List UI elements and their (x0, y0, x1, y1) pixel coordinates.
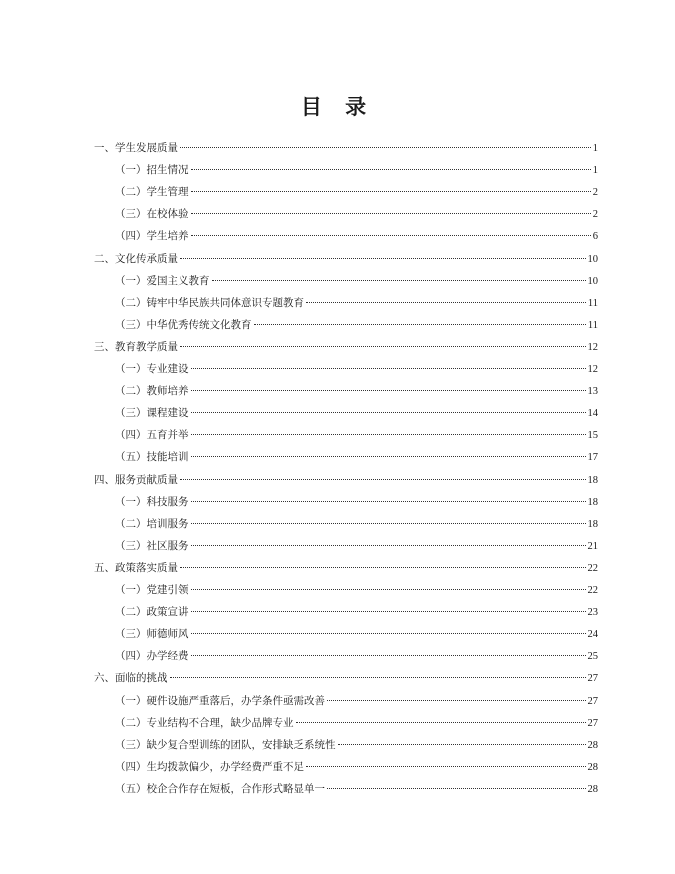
toc-entry-page-number: 10 (587, 253, 598, 265)
toc-entry[interactable] (115, 648, 598, 664)
dot-leader (180, 258, 586, 259)
toc-entry-page-number: 13 (587, 386, 598, 398)
toc-entry-page-number: 18 (587, 496, 598, 508)
toc-entry[interactable] (115, 184, 598, 200)
toc-entry-label: （一）招生情况 (115, 164, 189, 177)
toc-entry-label: （三）师德师风 (115, 628, 189, 641)
toc-entry-page-number: 1 (592, 165, 598, 177)
toc-entry-label: （三）中华优秀传统文化教育 (115, 318, 252, 331)
toc-entry[interactable] (115, 228, 598, 244)
dot-leader (191, 213, 591, 214)
page-title: 目 录 (300, 95, 375, 119)
toc-entry-label: （二）铸牢中华民族共同体意识专题教育 (115, 296, 304, 309)
toc-entry[interactable] (115, 449, 598, 465)
toc-entry[interactable] (115, 383, 598, 399)
toc-entry-page-number: 18 (587, 474, 598, 486)
dot-leader (191, 501, 586, 502)
toc-entry-label: （一）科技服务 (115, 495, 189, 508)
toc-entry[interactable] (115, 582, 598, 598)
toc-entry[interactable] (115, 273, 598, 289)
toc-entry-page-number: 1 (592, 143, 598, 154)
toc-entry[interactable] (115, 693, 598, 709)
dot-leader (191, 589, 586, 590)
toc-entry-label: （三）社区服务 (115, 539, 189, 552)
toc-entry-label: （二）教师培养 (115, 385, 189, 398)
toc-entry-label: （三）课程建设 (115, 407, 189, 420)
dot-leader (191, 545, 586, 546)
toc-entry[interactable] (94, 670, 598, 686)
toc-entry-label: （一）专业建设 (115, 363, 189, 375)
toc-entry-page-number: 24 (587, 629, 598, 641)
dot-leader (191, 412, 586, 413)
toc-entry-label: （三）在校体验 (115, 208, 189, 221)
toc-entry[interactable] (115, 781, 598, 797)
toc-entry-page-number: 22 (587, 585, 598, 596)
toc-entry[interactable] (94, 251, 598, 267)
toc-entry[interactable] (115, 604, 598, 620)
toc-entry-label: （二）培训服务 (115, 517, 189, 530)
toc-entry[interactable] (115, 538, 598, 554)
toc-entry-page-number: 2 (592, 187, 598, 199)
toc-entry-page-number: 23 (587, 607, 598, 619)
toc-entry[interactable] (115, 737, 598, 753)
toc-entry-page-number: 25 (587, 651, 598, 663)
dot-leader (191, 368, 586, 369)
dot-leader (180, 147, 591, 148)
dot-leader (306, 302, 586, 303)
toc-entry-page-number: 11 (587, 319, 598, 331)
toc-entry-label: （一）党建引领 (115, 584, 189, 596)
toc-entry-label: （二）专业结构不合理，缺少品牌专业 (115, 716, 294, 729)
toc-entry-label: （三）缺少复合型训练的团队，安排缺乏系统性 (115, 738, 336, 751)
toc-entry[interactable] (115, 295, 598, 311)
toc-entry-page-number: 27 (587, 717, 598, 729)
toc-entry-page-number: 18 (587, 518, 598, 530)
toc-entry[interactable] (115, 405, 598, 421)
toc-entry-label: 一、学生发展质量 (94, 142, 178, 154)
toc-entry-page-number: 10 (587, 275, 598, 287)
toc-entry-page-number: 28 (587, 761, 598, 773)
toc-entry[interactable] (115, 162, 598, 178)
dot-leader (191, 611, 586, 612)
dot-leader (296, 722, 586, 723)
toc-entry-page-number: 11 (587, 297, 598, 309)
toc-entry[interactable] (94, 140, 598, 156)
toc-entry-page-number: 22 (587, 562, 598, 574)
toc-entry-label: （一）爱国主义教育 (115, 274, 210, 287)
dot-leader (191, 523, 586, 524)
toc-entry[interactable] (94, 472, 598, 488)
dot-leader (212, 280, 586, 281)
toc-entry-page-number: 21 (587, 540, 598, 552)
dot-leader (180, 346, 586, 347)
toc-entry[interactable] (115, 206, 598, 222)
dot-leader (191, 390, 586, 391)
dot-leader (191, 456, 586, 457)
dot-leader (327, 788, 586, 789)
toc-entry[interactable] (115, 626, 598, 642)
dot-leader (191, 191, 591, 192)
toc-entry-page-number: 2 (592, 209, 598, 221)
toc-entry[interactable] (115, 317, 598, 333)
toc-entry-label: 二、文化传承质量 (94, 252, 178, 265)
toc-entry-label: 四、服务贡献质量 (94, 473, 178, 486)
toc-entry-label: （二）政策宣讲 (115, 606, 189, 619)
toc-entry[interactable] (115, 516, 598, 532)
toc-entry-label: （四）学生培养 (115, 230, 189, 243)
toc-entry-page-number: 27 (587, 695, 598, 707)
dot-leader (180, 567, 586, 568)
toc-entry[interactable] (94, 560, 598, 576)
toc-entry-label: （五）校企合作存在短板，合作形式略显单一 (115, 782, 325, 795)
toc-entry-page-number: 28 (587, 739, 598, 751)
toc-entry-label: 六、面临的挑战 (94, 672, 168, 685)
toc-entry-label: （五）技能培训 (115, 451, 189, 464)
toc-entry-page-number: 14 (587, 408, 598, 420)
dot-leader (170, 677, 586, 678)
toc-entry[interactable] (115, 715, 598, 731)
toc-entry-page-number: 27 (587, 673, 598, 685)
toc-entry-label: 三、教育教学质量 (94, 340, 178, 353)
dot-leader (191, 434, 586, 435)
toc-entry[interactable] (115, 759, 598, 775)
toc-entry-page-number: 12 (587, 364, 598, 375)
toc-entry-page-number: 17 (587, 452, 598, 464)
dot-leader (191, 633, 586, 634)
toc-entry-label: （二）学生管理 (115, 186, 189, 199)
toc-entry-label: 五、政策落实质量 (94, 561, 178, 574)
toc-entry[interactable] (115, 494, 598, 510)
toc-entry-page-number: 12 (587, 341, 598, 353)
dot-leader (191, 169, 591, 170)
dot-leader (327, 700, 586, 701)
toc-entry[interactable] (94, 339, 598, 355)
dot-leader (191, 235, 591, 236)
toc-entry-label: （四）办学经费 (115, 650, 189, 663)
toc-entry[interactable] (115, 427, 598, 443)
dot-leader (254, 324, 586, 325)
toc-entry-page-number: 28 (587, 783, 598, 795)
dot-leader (338, 744, 586, 745)
dot-leader (191, 655, 586, 656)
toc-entry-label: （四）五育并举 (115, 429, 189, 442)
dot-leader (306, 766, 586, 767)
dot-leader (180, 479, 586, 480)
toc-entry-label: （一）硬件设施严重落后，办学条件亟需改善 (115, 694, 325, 707)
toc-entry[interactable] (115, 361, 598, 377)
toc-entry-page-number: 6 (592, 231, 598, 243)
toc-entry-page-number: 15 (587, 430, 598, 442)
toc-entry-label: （四）生均拨款偏少，办学经费严重不足 (115, 760, 304, 773)
